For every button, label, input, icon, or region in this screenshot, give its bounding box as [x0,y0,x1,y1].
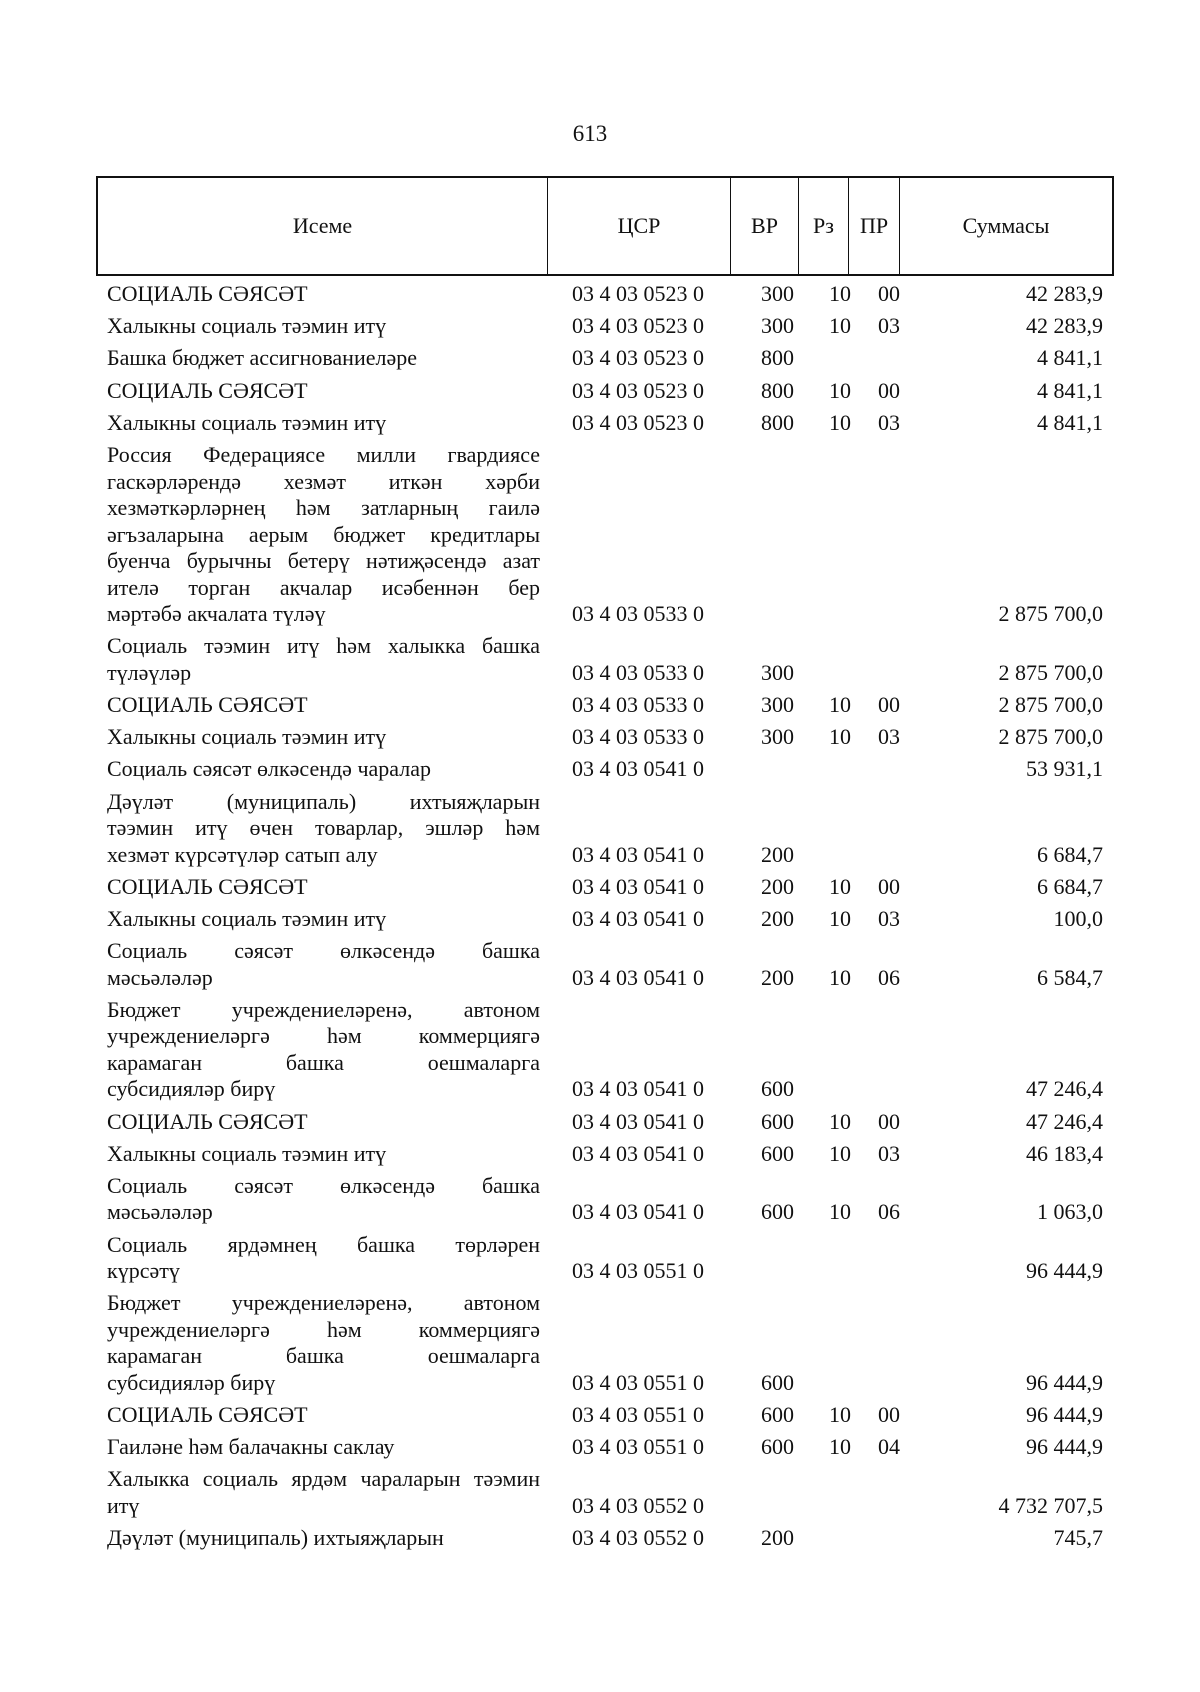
row-sum: 4 841,1 [1037,377,1103,403]
row-csr: 03 4 03 0541 0 [572,1140,704,1166]
row-sum: 96 444,9 [1026,1434,1103,1460]
row-name-line: СОЦИАЛЬ СӘЯСӘТ [107,1402,308,1427]
row-name-line: Социаль сәясәт өлкәсендә башка [107,1172,540,1198]
row-name-line: учреждениеләргә һәм коммерциягә [107,1316,540,1342]
row-name-line: хезмәткәрләрнең һәм затларның гаилә [107,495,540,520]
row-sum: 4 841,1 [1037,345,1103,371]
row-name-line: тәэмин итү өчен товарлар, эшләр һәм [107,815,540,840]
row-name [107,692,540,719]
row-vr: 600 [761,1199,794,1225]
row-csr: 03 4 03 0523 0 [572,377,704,403]
table-row [0,410,1200,437]
table-row [0,378,1200,405]
row-vr: 600 [761,1434,794,1460]
row-pr: 03 [878,1140,900,1166]
row-name [107,1525,540,1552]
row-pr: 03 [878,409,900,435]
row-name [107,281,540,308]
row-name-line: Социаль сәясәт өлкәсендә чаралар [107,756,431,782]
row-pr: 00 [878,691,900,717]
row-name [107,1173,540,1226]
row-sum: 46 183,4 [1026,1140,1103,1166]
row-csr: 03 4 03 0541 0 [572,756,704,782]
row-name [107,997,540,1103]
row-name-line: СОЦИАЛЬ СӘЯСӘТ [107,281,308,306]
header-vr: ВР [730,178,798,274]
row-name-line: Социаль ярдәмнең башка төрләрен [107,1231,540,1257]
row-rz: 10 [829,691,851,717]
row-sum: 4 732 707,5 [998,1492,1103,1518]
row-name [107,442,540,628]
row-vr: 200 [761,964,794,990]
header-csr: ЦСР [547,178,730,274]
table-row [0,633,1200,686]
row-csr: 03 4 03 0523 0 [572,313,704,339]
row-name-line: Башка бюджет ассигнованиеләре [107,345,417,371]
page-number: 613 [572,121,608,146]
row-name-line: Бюджет учреждениеләренә, автоном [107,996,540,1022]
table-row [0,1232,1200,1285]
row-sum: 96 444,9 [1026,1258,1103,1284]
row-sum: 2 875 700,0 [998,724,1103,750]
table-row [0,906,1200,933]
row-name-line: Халыкка социаль ярдәм чараларын тәэмин [107,1466,540,1492]
row-rz: 10 [829,964,851,990]
row-rz: 10 [829,1199,851,1225]
row-pr: 03 [878,724,900,750]
row-name-line: Гаиләне һәм балачакны саклау [107,1434,395,1460]
row-name-line: Россия Федерациясе милли гвардиясе [107,442,540,467]
row-name [107,789,540,869]
row-name-line: Социаль сәясәт өлкәсендә башка [107,938,540,964]
row-csr: 03 4 03 0541 0 [572,841,704,867]
row-name-line: буенча бурычны бетерү нәтиҗәсендә азат [107,548,540,573]
row-name-line: әгъзаларына аерым бюджет кредитлары [107,521,540,547]
row-name-line: итү [107,1492,140,1518]
row-name-line: Халыкны социаль тәэмин итү [107,1140,387,1166]
row-name-line: субсидияләр бирү [107,1369,276,1395]
row-name-line: ителә торган акчалар исәбеннән бер [107,574,540,600]
header-name: Исеме [292,213,353,238]
row-csr: 03 4 03 0552 0 [572,1492,704,1518]
row-rz: 10 [829,724,851,750]
row-name [107,313,540,340]
row-csr: 03 4 03 0551 0 [572,1258,704,1284]
row-sum: 47 246,4 [1026,1076,1103,1102]
table-row [0,442,1200,628]
header-sum: Суммасы [899,178,1112,274]
row-vr: 200 [761,873,794,899]
row-name [107,906,540,933]
row-sum: 6 684,7 [1037,873,1103,899]
row-name-line: Бюджет учреждениеләренә, автоном [107,1290,540,1316]
row-csr: 03 4 03 0551 0 [572,1402,704,1427]
table-row [0,1466,1200,1519]
row-sum: 4 841,1 [1037,409,1103,435]
row-name [107,938,540,991]
row-rz: 10 [829,905,851,931]
row-name-line: мәсьәләләр [107,964,213,990]
row-sum: 100,0 [1053,905,1103,931]
row-pr: 00 [878,1108,900,1134]
row-name-line: учреждениеләргә һәм коммерциягә [107,1023,540,1049]
row-csr: 03 4 03 0541 0 [572,1076,704,1102]
row-name-line: СОЦИАЛЬ СӘЯСӘТ [107,1108,308,1134]
table-row [0,1434,1200,1461]
row-name [107,345,540,372]
row-name-line: СОЦИАЛЬ СӘЯСӘТ [107,377,308,403]
row-sum: 53 931,1 [1026,756,1103,782]
row-vr: 800 [761,345,794,371]
row-name [107,724,540,751]
row-sum: 2 875 700,0 [998,691,1103,717]
row-vr: 300 [761,281,794,306]
row-pr: 06 [878,964,900,990]
table-row [0,1173,1200,1226]
row-vr: 600 [761,1076,794,1102]
row-sum: 96 444,9 [1026,1369,1103,1395]
row-sum: 47 246,4 [1026,1108,1103,1134]
table-row [0,1290,1200,1396]
row-csr: 03 4 03 0533 0 [572,659,704,685]
row-vr: 600 [761,1140,794,1166]
row-pr: 04 [878,1434,900,1460]
row-sum: 6 684,7 [1037,841,1103,867]
table-row [0,281,1200,308]
table-row [0,313,1200,340]
row-vr: 300 [761,659,794,685]
row-name-line: карамаган башка оешмаларга [107,1343,540,1369]
row-name [107,756,540,783]
row-name-line: мәсьәләләр [107,1199,213,1225]
row-csr: 03 4 03 0552 0 [572,1525,704,1551]
table-row [0,692,1200,719]
row-sum: 745,7 [1053,1525,1103,1551]
row-csr: 03 4 03 0541 0 [572,873,704,899]
table-row [0,1402,1200,1429]
row-csr: 03 4 03 0533 0 [572,691,704,717]
row-vr: 800 [761,377,794,403]
row-pr: 03 [878,905,900,931]
row-rz: 10 [829,1434,851,1460]
row-name-line: карамаган башка оешмаларга [107,1049,540,1075]
row-name-line: хезмәт күрсәтүләр сатып алу [107,841,378,867]
row-csr: 03 4 03 0541 0 [572,964,704,990]
row-name-line: Халыкны социаль тәэмин итү [107,724,387,750]
row-sum: 2 875 700,0 [998,659,1103,685]
row-csr: 03 4 03 0551 0 [572,1434,704,1460]
row-name [107,1232,540,1285]
table-row [0,789,1200,869]
row-rz: 10 [829,377,851,403]
row-name [107,633,540,686]
row-csr: 03 4 03 0523 0 [572,409,704,435]
row-vr: 600 [761,1108,794,1134]
table-row [0,874,1200,901]
row-vr: 300 [761,313,794,339]
row-csr: 03 4 03 0551 0 [572,1369,704,1395]
row-sum: 2 875 700,0 [998,601,1103,626]
row-name-line: гаскәрләрендә хезмәт иткән хәрби [107,468,540,494]
row-name-line: түләүләр [107,659,192,685]
row-vr: 300 [761,724,794,750]
row-rz: 10 [829,281,851,306]
row-rz: 10 [829,409,851,435]
row-pr: 00 [878,377,900,403]
table-row [0,724,1200,751]
row-name [107,1109,540,1136]
row-pr: 06 [878,1199,900,1225]
table-row [0,345,1200,372]
row-rz: 10 [829,1108,851,1134]
row-vr: 200 [761,905,794,931]
row-name [107,1402,540,1429]
row-name-line: Халыкны социаль тәэмин итү [107,409,387,435]
row-csr: 03 4 03 0533 0 [572,724,704,750]
row-name [107,1466,540,1519]
row-name-line: Дәүләт (муниципаль) ихтыяҗларын [107,1525,444,1551]
row-pr: 03 [878,313,900,339]
table-row [0,938,1200,991]
row-rz: 10 [829,873,851,899]
table-row [0,997,1200,1103]
row-sum: 42 283,9 [1026,281,1103,306]
row-csr: 03 4 03 0523 0 [572,345,704,371]
table-header [96,176,1114,276]
row-vr: 600 [761,1402,794,1427]
row-csr: 03 4 03 0541 0 [572,1108,704,1134]
row-pr: 00 [878,873,900,899]
row-vr: 600 [761,1369,794,1395]
row-vr: 200 [761,841,794,867]
header-pr: ПР [848,178,899,274]
table-row [0,756,1200,783]
header-rz: Рз [798,178,848,274]
row-name [107,1141,540,1168]
row-vr: 200 [761,1525,794,1551]
row-name-line: СОЦИАЛЬ СӘЯСӘТ [107,691,308,717]
row-name [107,1434,540,1461]
row-name-line: СОЦИАЛЬ СӘЯСӘТ [107,873,308,899]
row-name [107,874,540,901]
row-sum: 96 444,9 [1026,1402,1103,1427]
row-sum: 6 584,7 [1037,964,1103,990]
row-csr: 03 4 03 0541 0 [572,905,704,931]
table-row [0,1141,1200,1168]
row-name-line: Халыкны социаль тәэмин итү [107,313,387,339]
table-row [0,1525,1200,1552]
row-csr: 03 4 03 0523 0 [572,281,704,306]
row-name-line: Халыкны социаль тәэмин итү [107,905,387,931]
table-row [0,1109,1200,1136]
row-pr: 00 [878,281,900,306]
row-csr: 03 4 03 0533 0 [572,601,704,626]
row-name-line: Социаль тәэмин итү һәм халыкка башка [107,633,540,659]
row-rz: 10 [829,313,851,339]
row-name-line: күрсәтү [107,1258,180,1284]
row-sum: 1 063,0 [1037,1199,1103,1225]
row-pr: 00 [878,1402,900,1427]
row-name [107,1290,540,1396]
row-name [107,378,540,405]
row-vr: 800 [761,409,794,435]
row-name [107,410,540,437]
row-csr: 03 4 03 0541 0 [572,1199,704,1225]
row-vr: 300 [761,691,794,717]
row-name-line: субсидияләр бирү [107,1076,276,1102]
row-sum: 42 283,9 [1026,313,1103,339]
row-rz: 10 [829,1402,851,1427]
row-name-line: Дәүләт (муниципаль) ихтыяҗларын [107,788,540,814]
row-rz: 10 [829,1140,851,1166]
row-name-line: мәртәбә акчалата түләү [107,601,326,626]
